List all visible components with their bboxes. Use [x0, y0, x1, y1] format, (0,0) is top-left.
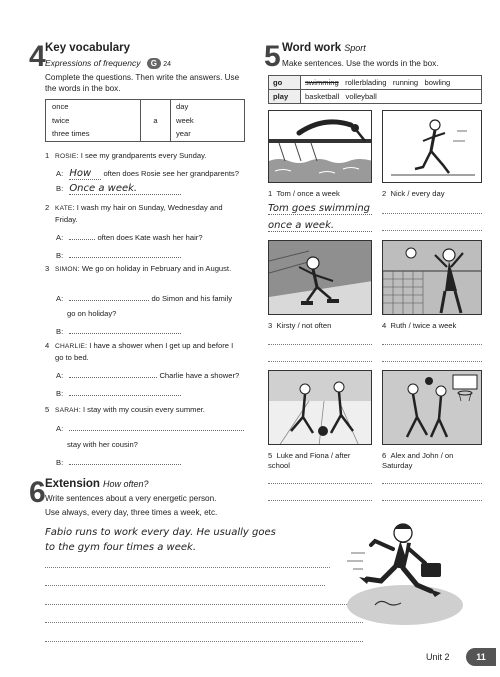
- sport-word: bowling: [424, 78, 451, 87]
- frequency-box: [45, 99, 245, 142]
- writing-line[interactable]: [268, 344, 372, 345]
- picture-swimming: [268, 110, 372, 183]
- writing-line[interactable]: [268, 361, 372, 362]
- answer-a[interactable]: [56, 293, 232, 303]
- freq-word: once: [52, 102, 69, 112]
- grammar-ref: 24: [163, 61, 171, 68]
- question-text: SIMON: We go on holiday in February and in August.: [55, 264, 232, 273]
- section-5-title-text: Word work: [282, 42, 342, 54]
- sport-row-play: [269, 90, 482, 104]
- caption-text: Alex and John / on Saturday: [382, 451, 454, 470]
- freq-word: week: [176, 115, 194, 125]
- answer-label: A:: [56, 233, 64, 242]
- freq-word: year: [176, 129, 191, 139]
- grammar-badge-letter: G: [150, 59, 157, 68]
- writing-line[interactable]: [382, 230, 482, 231]
- answer-a[interactable]: [56, 370, 239, 380]
- question-text: SARAH: I stay with my cousin every summer.: [55, 405, 205, 414]
- caption-number: 2: [382, 189, 387, 198]
- section-6-title-text: Extension: [45, 478, 100, 490]
- caption-5: [268, 451, 373, 471]
- example-answer-line-2: once a week.: [268, 220, 372, 232]
- caption-6: [382, 451, 482, 471]
- picture-rollerblading: [268, 240, 372, 315]
- sport-words: [301, 76, 482, 90]
- section-6-title-sub: How often?: [102, 479, 149, 489]
- answer-label: A:: [56, 294, 64, 303]
- caption-number: 1: [268, 189, 273, 198]
- caption-1: [268, 189, 340, 199]
- section-6-instructions-2: Use always, every day, three times a week, etc.: [45, 508, 218, 517]
- section-5-number: 5: [264, 40, 281, 73]
- section-6-example-2: to the gym four times a week.: [45, 542, 197, 553]
- answer-blank[interactable]: [69, 457, 181, 465]
- picture-bowling: [268, 370, 372, 445]
- page-number: 11: [476, 652, 486, 662]
- question-text: CHARLIE: I have a shower when I get up and before I go to bed.: [55, 341, 234, 362]
- caption-number: 4: [382, 321, 387, 330]
- handwritten-answer: How: [69, 168, 101, 180]
- answer-b[interactable]: [56, 388, 181, 398]
- frequency-col1: [46, 100, 141, 142]
- writing-line[interactable]: [382, 344, 482, 345]
- sport-words: [301, 90, 482, 104]
- picture-running: [382, 110, 482, 183]
- answer-blank[interactable]: [69, 293, 149, 301]
- answer-rest: often does Kate wash her hair?: [97, 233, 203, 242]
- answer-label: A:: [56, 371, 64, 380]
- speaker-name: KATE: [55, 205, 73, 212]
- question-number: 2: [45, 203, 50, 212]
- writing-line[interactable]: [382, 500, 482, 501]
- freq-word: twice: [52, 115, 70, 125]
- frequency-col3: [171, 100, 245, 142]
- writing-line[interactable]: [382, 483, 482, 484]
- question-text: KATE: I wash my hair on Sunday, Wednesday and Friday.: [55, 203, 223, 224]
- rollerblader-illustration: [269, 241, 372, 315]
- speaker-name: CHARLIE: [55, 343, 85, 350]
- sport-word: rollerblading: [345, 78, 387, 87]
- answer-b[interactable]: [56, 457, 181, 467]
- answer-blank[interactable]: [69, 232, 95, 240]
- frequency-col2: a: [141, 100, 171, 142]
- writing-line[interactable]: [382, 361, 482, 362]
- answer-b[interactable]: [56, 326, 181, 336]
- answer-label: B:: [56, 458, 64, 467]
- writing-line[interactable]: [45, 567, 330, 568]
- writing-line[interactable]: [45, 641, 363, 642]
- sport-word: volleyball: [345, 92, 377, 101]
- question-statement: We go on holiday in February and in August.: [81, 264, 232, 273]
- speaker-name: ROSIE: [55, 153, 77, 160]
- caption-4: [382, 321, 456, 331]
- bowling-illustration: [269, 371, 372, 445]
- answer-blank[interactable]: [69, 250, 181, 258]
- answer-a[interactable]: [56, 232, 203, 242]
- caption-text: Luke and Fiona / after school: [268, 451, 351, 470]
- sport-verb: go: [269, 76, 301, 90]
- running-businessman-illustration: [345, 505, 465, 627]
- question-number: 5: [45, 405, 50, 414]
- section-6-title: [45, 478, 149, 490]
- page-number-badge: [466, 648, 496, 666]
- caption-text: Tom / once a week: [276, 189, 340, 198]
- writing-line[interactable]: [45, 604, 363, 605]
- answer-blank[interactable]: [69, 388, 181, 396]
- question-number: 4: [45, 341, 50, 350]
- sport-words-box: [268, 75, 482, 104]
- question-statement: I stay with my cousin every summer.: [82, 405, 205, 414]
- sport-word: basketball: [305, 92, 340, 101]
- writing-line[interactable]: [382, 213, 482, 214]
- answer-blank[interactable]: [69, 423, 244, 431]
- answer-label: B:: [56, 327, 64, 336]
- section-5-instructions: Make sentences. Use the words in the box.: [282, 59, 439, 68]
- answer-label: A:: [56, 169, 64, 178]
- grammar-badge-icon: [147, 58, 161, 69]
- answer-label: A:: [56, 424, 64, 433]
- sport-word-crossed: swimming: [305, 78, 339, 87]
- sport-word: running: [392, 78, 419, 87]
- caption-2: [382, 189, 445, 199]
- sport-row-go: [269, 76, 482, 90]
- caption-text: Kirsty / not often: [276, 321, 332, 330]
- runner-illustration: [383, 111, 482, 183]
- answer-b[interactable]: [56, 183, 181, 195]
- answer-a-cont: go on holiday?: [67, 309, 117, 318]
- question-statement: I have a shower when I get up and before I go to bed.: [55, 341, 234, 362]
- writing-line[interactable]: [45, 585, 325, 586]
- writing-line[interactable]: [268, 483, 372, 484]
- basketball-illustration: [383, 371, 482, 445]
- caption-number: 3: [268, 321, 273, 330]
- answer-b[interactable]: [56, 250, 181, 260]
- answer-a-cont: stay with her cousin?: [67, 440, 138, 449]
- answer-a[interactable]: [56, 423, 244, 433]
- section-4-number: 4: [29, 40, 46, 73]
- caption-text: Ruth / twice a week: [390, 321, 457, 330]
- handwritten-answer: Once a week.: [69, 183, 181, 195]
- answer-blank[interactable]: [69, 326, 181, 334]
- footer-unit: Unit 2: [426, 652, 450, 662]
- answer-label: B:: [56, 389, 64, 398]
- caption-3: [268, 321, 331, 331]
- question-number: 3: [45, 264, 50, 273]
- section-6-example-1: Fabio runs to work every day. He usually goes: [45, 527, 276, 538]
- question-statement: I see my grandparents every Sunday.: [80, 151, 207, 160]
- volleyball-illustration: [383, 241, 482, 315]
- caption-number: 5: [268, 451, 273, 460]
- answer-rest: Charlie have a shower?: [159, 371, 240, 380]
- caption-text: Nick / every day: [390, 189, 445, 198]
- question-text: ROSIE: I see my grandparents every Sunday.: [55, 151, 207, 160]
- picture-basketball: [382, 370, 482, 445]
- picture-volleyball: [382, 240, 482, 315]
- section-5-title-sub: Sport: [344, 43, 366, 53]
- answer-label: B:: [56, 184, 64, 193]
- section-6-instructions-1: Write sentences about a very energetic person.: [45, 494, 217, 503]
- swimmer-illustration: [269, 111, 372, 183]
- speaker-name: SIMON: [55, 266, 78, 273]
- answer-label: B:: [56, 251, 64, 260]
- caption-number: 6: [382, 451, 387, 460]
- section-4-title: Key vocabulary: [45, 42, 131, 54]
- section-5-title: [282, 42, 366, 54]
- answer-blank[interactable]: [69, 370, 157, 378]
- sport-verb: play: [269, 90, 301, 104]
- answer-a[interactable]: [56, 168, 239, 180]
- section-6-number: 6: [29, 476, 46, 509]
- freq-word: day: [176, 102, 189, 112]
- writing-line[interactable]: [45, 622, 363, 623]
- answer-rest: often does Rosie see her grandparents?: [103, 169, 239, 178]
- section-4-subtitle: [45, 58, 171, 69]
- writing-line[interactable]: [268, 500, 372, 501]
- section-4-instructions: Complete the questions. Then write the answers. Use the words in the box.: [45, 73, 240, 93]
- answer-rest: do Simon and his family: [151, 294, 233, 303]
- question-number: 1: [45, 151, 50, 160]
- example-answer-line-1: Tom goes swimming: [268, 203, 371, 214]
- speaker-name: SARAH: [55, 407, 79, 414]
- question-statement: I wash my hair on Sunday, Wednesday and Friday.: [55, 203, 223, 224]
- section-4-subtitle-text: Expressions of frequency: [45, 58, 141, 68]
- freq-word: three times: [52, 129, 90, 139]
